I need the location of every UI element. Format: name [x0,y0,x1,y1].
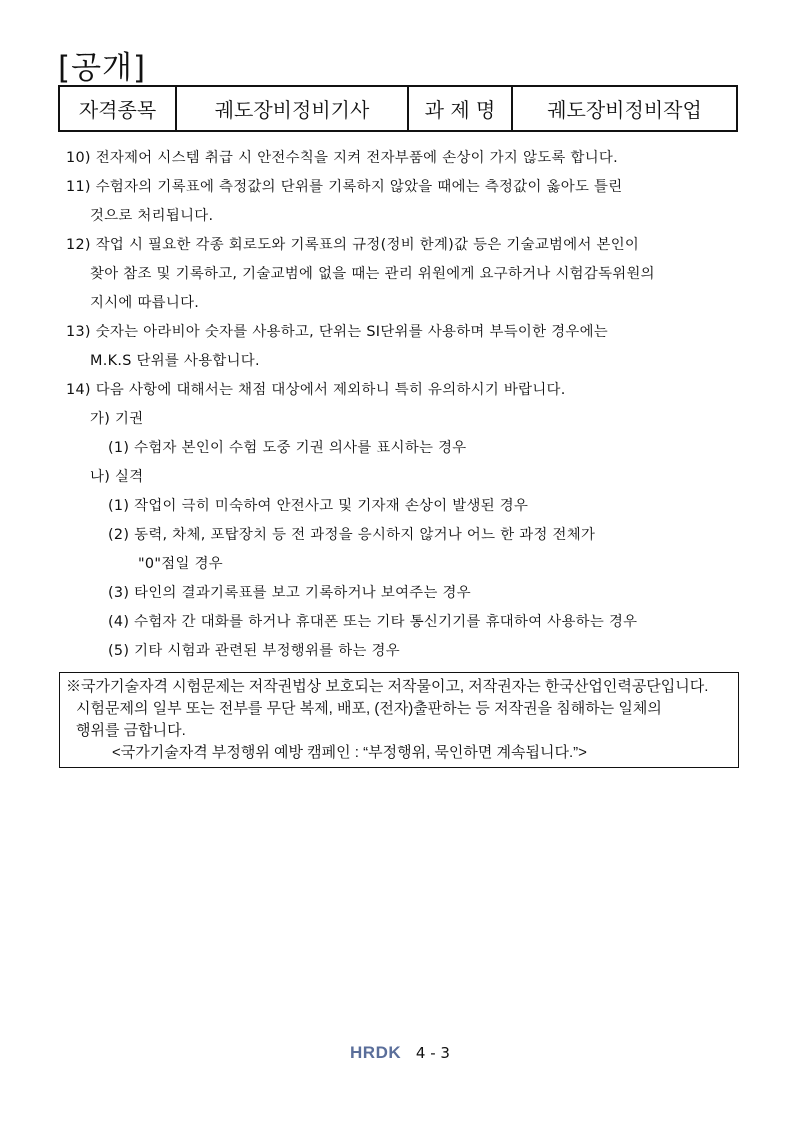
campaign-line: <국가기술자격 부정행위 예방 캠페인 : “부정행위, 묵인하면 계속됩니다.”> [112,744,587,761]
notice-line: ※국가기술자격 시험문제는 저작권법상 보호되는 저작물이고, 저작권자는 한국산업인력공단입니다. [66,678,709,695]
instruction-line: "0"점일 경우 [138,556,223,572]
instruction-line: (3) 타인의 결과기록표를 보고 기록하거나 보여주는 경우 [108,585,471,601]
page-heading: [공개] [58,50,147,86]
instruction-line: 13) 숫자는 아라비아 숫자를 사용하고, 단위는 SI단위를 사용하며 부득이한 경우에는 [66,324,608,340]
instruction-line: (4) 수험자 간 대화를 하거나 휴대폰 또는 기타 통신기기를 휴대하여 사용하는 경우 [108,614,638,630]
instruction-line: M.K.S 단위를 사용합니다. [90,353,260,369]
instruction-line: 가) 기권 [90,411,144,427]
task-label: 과 제 명 [408,86,512,131]
qualification-label: 자격종목 [59,86,176,131]
instruction-line: 12) 작업 시 필요한 각종 회로도와 기록표의 규정(정비 한계)값 등은 기술교범에서 본인이 [66,237,640,253]
page-footer [0,1043,800,1063]
copyright-notice [59,672,739,768]
notice-line: 시험문제의 일부 또는 전부를 무단 복제, 배포, (전자)출판하는 등 저작권을 침해하는 일체의 [76,700,662,717]
hrdk-logo: HRDK [350,1043,402,1062]
task-value: 궤도장비정비작업 [512,86,737,131]
instruction-line: 것으로 처리됩니다. [90,208,214,224]
notice-line: 행위를 금합니다. [76,722,186,739]
instruction-line: 나) 실격 [90,469,144,485]
instruction-line: (5) 기타 시험과 관련된 부정행위를 하는 경우 [108,643,400,659]
page-number: 4 - 3 [415,1044,450,1062]
instruction-line: 찾아 참조 및 기록하고, 기술교범에 없을 때는 관리 위원에게 요구하거나 시험감독위원의 [90,266,655,282]
exam-header-table [58,85,738,132]
instruction-line: (2) 동력, 차체, 포탑장치 등 전 과정을 응시하지 않거나 어느 한 과정 전체가 [108,527,596,543]
instruction-line: 10) 전자제어 시스템 취급 시 안전수칙을 지켜 전자부품에 손상이 가지 않도록 합니다. [66,150,618,166]
instruction-line: (1) 작업이 극히 미숙하여 안전사고 및 기자재 손상이 발생된 경우 [108,498,529,514]
instruction-line: (1) 수험자 본인이 수험 도중 기권 의사를 표시하는 경우 [108,440,467,456]
instruction-line: 14) 다음 사항에 대해서는 채점 대상에서 제외하니 특히 유의하시기 바랍니다. [66,382,566,398]
instruction-line: 11) 수험자의 기록표에 측정값의 단위를 기록하지 않았을 때에는 측정값이 옳아도 틀린 [66,179,623,195]
instructions-list [66,144,756,666]
instruction-line: 지시에 따릅니다. [90,295,200,311]
qualification-value: 궤도장비정비기사 [176,86,408,131]
